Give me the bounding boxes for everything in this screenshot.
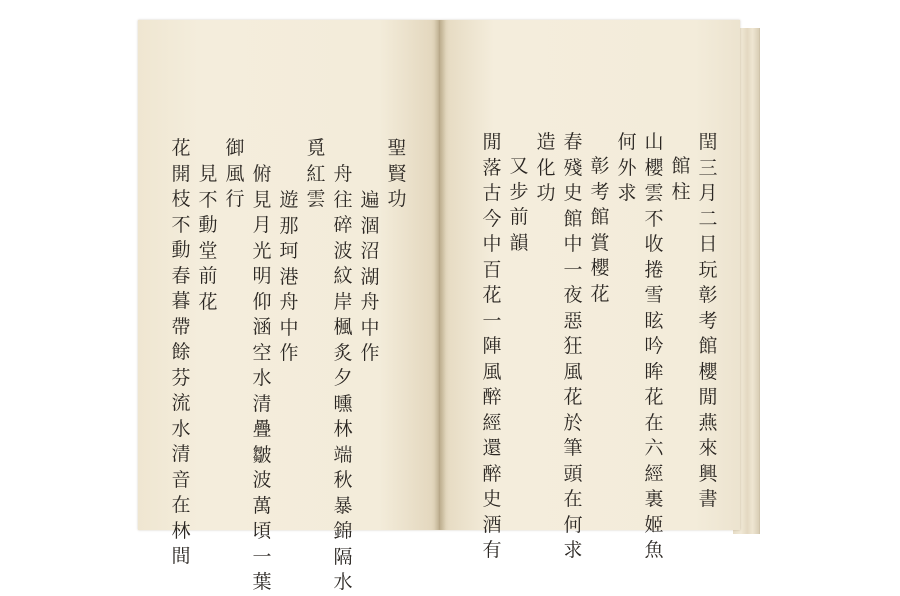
text-column: 彰考館賞櫻花 (590, 155, 610, 305)
text-column: 館柱 (671, 155, 691, 203)
text-column: 見不動堂前花 (198, 163, 218, 313)
text-column: 春殘史館中一夜惡狂風花於筆頭在何求 (563, 131, 583, 561)
text-column: 又步前韻 (509, 155, 529, 254)
text-column: 何外求 (617, 131, 637, 204)
text-column: 聖賢功 (387, 137, 407, 210)
text-column: 山櫻雲不收捲雪眩吟眸花在六經裏姬魚 (644, 131, 664, 561)
text-column: 閏三月二日玩彰考館櫻閒燕來興書 (698, 131, 718, 510)
text-column: 遍涸沼湖舟中作 (360, 189, 380, 364)
text-column: 造化功 (536, 131, 556, 204)
text-column: 閒落古今中百花一陣風醉經還醉史酒有 (482, 131, 502, 561)
text-column: 覓紅雲 (306, 137, 326, 210)
left-page (138, 20, 440, 593)
text-column: 舟往碎波紋岸楓炙夕曛林端秋暴錦隔水 (333, 163, 353, 593)
text-column: 花開枝不動春暮帶餘芬流水清音在林間 (171, 137, 191, 567)
text-column: 遊那珂港舟中作 (279, 189, 299, 364)
book-gutter (434, 20, 446, 530)
text-column: 御風行 (225, 137, 245, 210)
text-column: 俯見月光明仰涵空水清疊皺波萬頃一葉 (252, 163, 272, 593)
open-book (138, 14, 760, 593)
right-page (440, 20, 740, 561)
